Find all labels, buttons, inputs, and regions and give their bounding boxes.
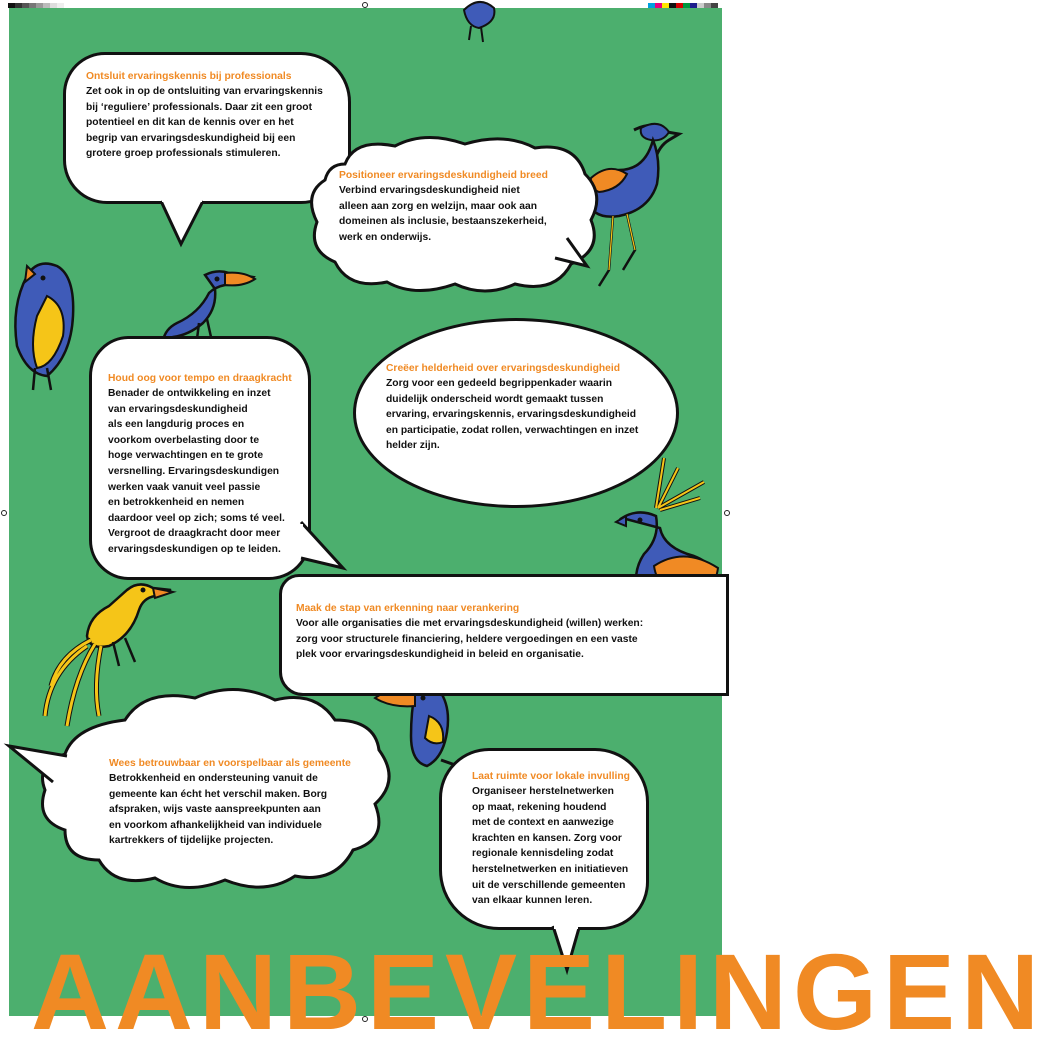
page-title: AANBEVELINGEN bbox=[31, 931, 1045, 1052]
toucan-bird-icon bbox=[159, 263, 259, 343]
recommendation-title: Laat ruimte voor lokale invulling bbox=[472, 771, 630, 782]
registration-mark-left bbox=[1, 510, 7, 516]
poster-background bbox=[9, 8, 1045, 1052]
recommendation-bubble-3 bbox=[89, 336, 311, 580]
bubble-tail bbox=[159, 198, 219, 248]
parrot-bird-icon bbox=[7, 256, 87, 396]
recommendation-text: Organiseer herstelnetwerken op maat, rekening houdend met de context en aanwezige krachten en kansen. Zorg voor regionale kennisdeling zodat herstelnetwerken en initiatieven uit de verschillende gemeenten van elkaar kunnen leren. bbox=[472, 786, 629, 907]
recommendation-title: Creëer helderheid over ervaringsdeskundigheid bbox=[386, 363, 621, 374]
recommendation-text: Zet ook in op de ontsluiting van ervaringskennis bij ‘reguliere’ professionals. Daar zit een groot potentieel en dit kan de kennis over en het begrip van ervaringsdeskundigheid bij een grotere groep professionals stimuleren. bbox=[86, 86, 323, 160]
recommendation-bubble-4 bbox=[353, 318, 679, 508]
recommendation-bubble-2 bbox=[331, 160, 581, 260]
recommendation-text: Zorg voor een gedeeld begrippenkader waarin duidelijk onderscheid wordt gemaakt tussen ervaring, ervaringskennis, ervaringsdeskundigheid en participatie, zodat rollen, verwachtingen en inzet helder zijn. bbox=[386, 378, 639, 452]
recommendation-title: Positioneer ervaringsdeskundigheid breed bbox=[339, 170, 548, 181]
recommendation-title: Ontsluit ervaringskennis bij professionals bbox=[86, 71, 292, 82]
recommendation-title: Houd oog voor tempo en draagkracht bbox=[108, 373, 292, 384]
top-blue-bird-icon bbox=[449, 0, 509, 50]
recommendation-bubble-6 bbox=[109, 756, 379, 866]
recommendation-bubble-5 bbox=[279, 574, 729, 696]
recommendation-title: Maak de stap van erkenning naar verankering bbox=[296, 603, 520, 614]
recommendation-text: Verbind ervaringsdeskundigheid niet alleen aan zorg en welzijn, maar ook aan domeinen als inclusie, bestaanszekerheid, werk en onderwijs. bbox=[339, 185, 547, 243]
recommendation-text: Betrokkenheid en ondersteuning vanuit de gemeente kan écht het verschil maken. Borg afspraken, wijs vaste aanspreekpunten aan en voorkom afhankelijkheid van individuele kartrekkers of tijdelijke projecten. bbox=[109, 773, 328, 847]
recommendation-title: Wees betrouwbaar en voorspelbaar als gemeente bbox=[109, 758, 351, 769]
registration-mark-right bbox=[724, 510, 730, 516]
recommendation-text: Voor alle organisaties die met ervaringsdeskundigheid (willen) werken: zorg voor structurele financiering, heldere vergoedingen en een vaste plek voor ervaringsdeskundigheid in beleid en organisatie. bbox=[296, 618, 644, 661]
recommendation-bubble-7 bbox=[439, 748, 649, 930]
bubble-tail bbox=[299, 518, 349, 572]
recommendation-text: Benader de ontwikkeling en inzet van ervaringsdeskundigheid als een langdurig proces en voorkom overbelasting door te hoge verwachtingen en te grote versnelling. Ervaringsdeskundigen werken vaak vanuit veel passie en betrokkenheid en nemen daardoor veel op zich; soms té veel. Vergroot de draagkracht door meer ervaringsdeskundigen op te leiden. bbox=[108, 388, 285, 555]
